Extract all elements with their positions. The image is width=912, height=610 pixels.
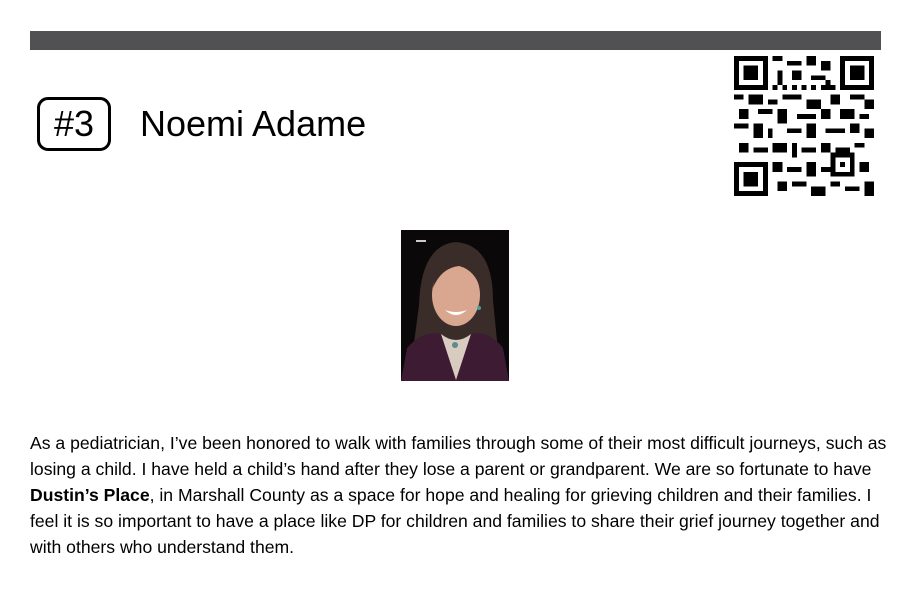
top-divider-bar xyxy=(30,31,881,50)
candidate-number-badge xyxy=(37,97,111,151)
statement-text-2: , in Marshall County as a space for hope and healing for grieving children and their families. I feel it is so important to have a place like DP for children and families to share their grief journey together and with others who understand them. xyxy=(30,485,880,557)
candidate-name: Noemi Adame xyxy=(140,103,367,144)
candidate-photo xyxy=(401,230,509,381)
statement-text-1: As a pediatrician, I’ve been honored to walk with families through some of their most difficult journeys, such as losing a child. I have held a child’s hand after they lose a parent or grandparent. We are so fortunate to have xyxy=(30,433,887,479)
candidate-number: #3 xyxy=(53,103,95,144)
qr-code-icon[interactable] xyxy=(734,56,874,196)
endorsement-statement xyxy=(30,430,890,560)
organization-name: Dustin’s Place xyxy=(30,485,150,505)
